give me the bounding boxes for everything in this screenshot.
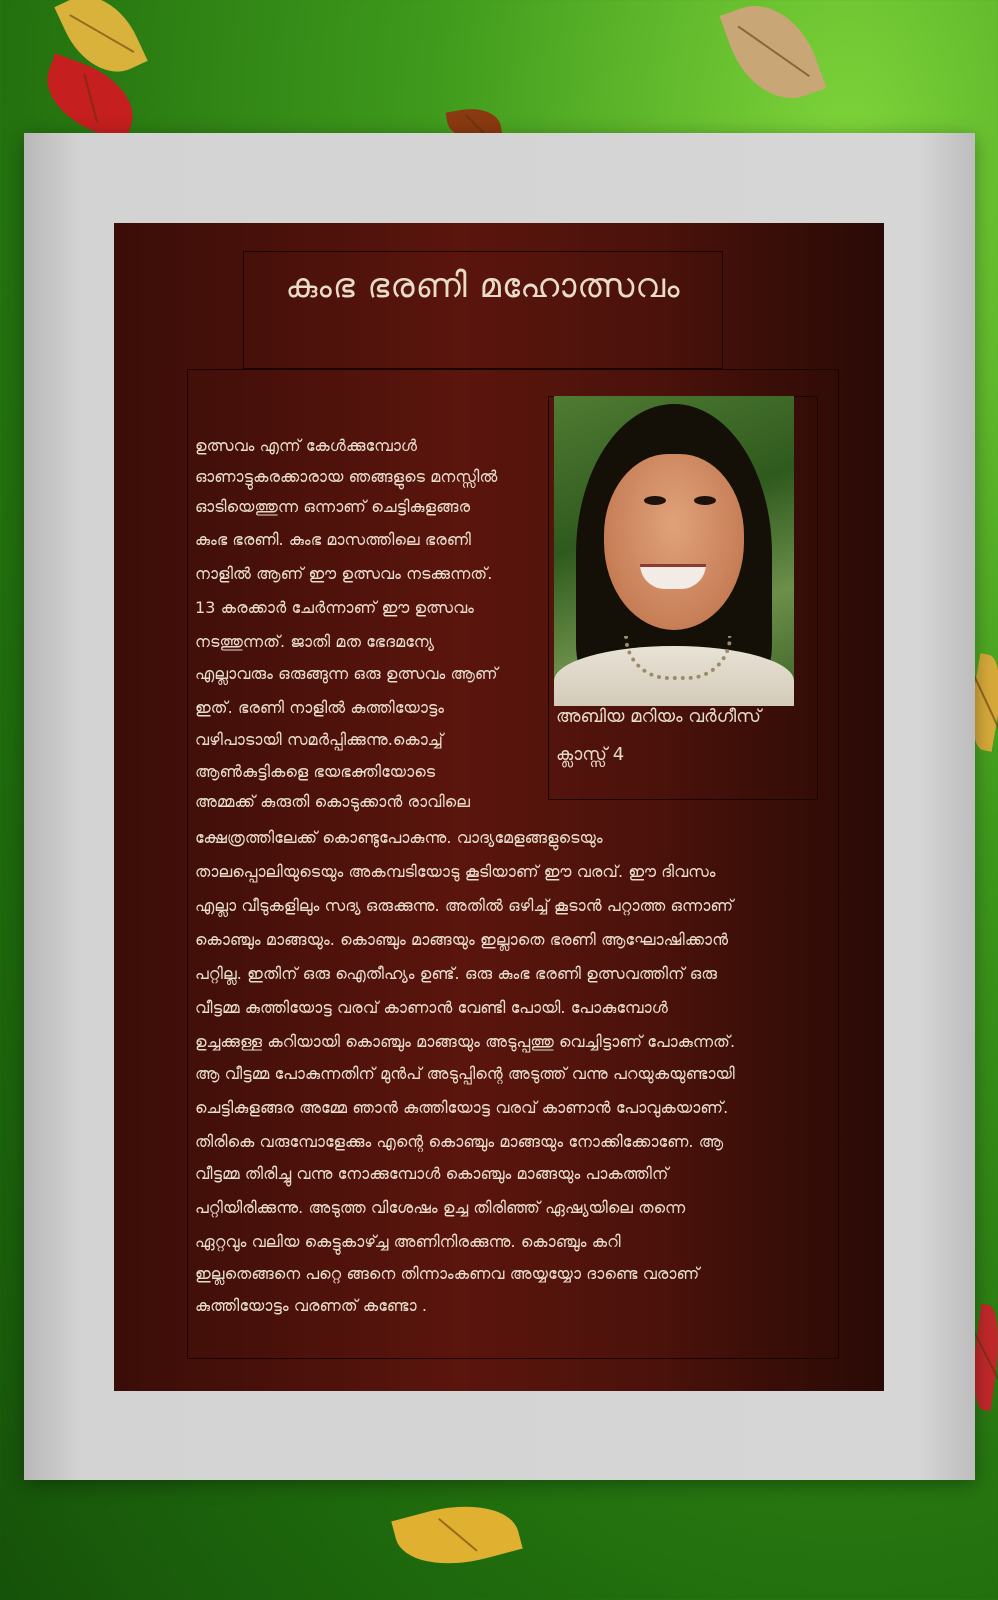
article-line: പറ്റിയിരിക്കുന്നു. അടുത്ത വിശേഷം ഉച്ച തിരിഞ്ഞ് ഏഷ്യയിലെ തന്നെ bbox=[195, 1198, 686, 1217]
photo-caption-class: ക്ലാസ്സ് 4 bbox=[556, 744, 625, 765]
article-line: തിരികെ വരുമ്പോളേക്കും എന്റെ കൊഞ്ചും മാങ്ങയും നോക്കിക്കോണേ. ആ bbox=[195, 1132, 724, 1151]
student-photo bbox=[554, 396, 794, 706]
article-line: കുംഭ ഭരണി. കുംഭ മാസത്തിലെ ഭരണി bbox=[195, 530, 471, 549]
article-line: താലപ്പൊലിയുടെയും അകമ്പടിയോടു കൂടിയാണ് ഈ വരവ്. ഈ ദിവസം bbox=[195, 862, 716, 881]
article-line: ആ വീട്ടമ്മ പോകുന്നതിന് മുൻപ് അടുപ്പിന്റെ അടുത്ത് വന്നു പറയുകയുണ്ടായി bbox=[195, 1064, 735, 1083]
article-line: ഇത്. ഭരണി നാളിൽ കുത്തിയോട്ടം bbox=[195, 698, 445, 717]
face-shape bbox=[604, 454, 744, 630]
bottom-yellow-leaf-icon bbox=[391, 1490, 522, 1579]
dry-leaf-icon bbox=[720, 0, 827, 114]
left-eye-shape bbox=[644, 496, 666, 505]
article-line: ഏറ്റവും വലിയ കെട്ടുകാഴ്ച്ച അണിനിരക്കുന്നു. കൊഞ്ചും കറി bbox=[195, 1232, 621, 1251]
article-line: കൊഞ്ചും മാങ്ങയും. കൊഞ്ചും മാങ്ങയും ഇല്ലാതെ ഭരണി ആഘോഷിക്കാൻ bbox=[195, 930, 729, 949]
article-line: വീട്ടമ്മ തിരിച്ചു വന്നു നോക്കുമ്പോൾ കൊഞ്ചും മാങ്ങയും പാകത്തിന് bbox=[195, 1164, 669, 1183]
article-line: കുത്തിയോട്ടം വരണത് കണ്ടോ . bbox=[195, 1296, 428, 1315]
page-title: കുംഭ ഭരണി മഹോത്സവം bbox=[285, 266, 681, 306]
article-line: വീട്ടമ്മ കുത്തിയോട്ട വരവ് കാണാൻ വേണ്ടി പോയി. പോകുമ്പോൾ bbox=[195, 998, 668, 1017]
article-line: ക്ഷേത്രത്തിലേക്ക് കൊണ്ടുപോകുന്നു. വാദ്യമേളങ്ങളുടെയും bbox=[195, 828, 603, 847]
article-line: അമ്മക്ക് കുരുതി കൊടുക്കാൻ രാവിലെ bbox=[195, 792, 470, 811]
article-line: ഉച്ചക്കുള്ള കറിയായി കൊഞ്ചും മാങ്ങയും അടുപ്പത്തു വെച്ചിട്ടാണ് പോകുന്നത്. bbox=[195, 1032, 736, 1051]
article-line: എല്ലാവരും ഒരുങ്ങുന്ന ഒരു ഉത്സവം ആണ് bbox=[195, 664, 498, 683]
article-line: ഇല്ലതെങ്ങനെ പറ്റെ ങ്ങനെ തിന്നാംകണവ അയ്യയ്യോ ദാണ്ടെ വരാണ് bbox=[195, 1264, 700, 1283]
article-line: ഓണാട്ടുകരക്കാരായ ഞങ്ങളുടെ മനസ്സിൽ bbox=[195, 467, 498, 486]
article-line: നാളിൽ ആണ് ഈ ഉത്സവം നടക്കുന്നത്. bbox=[195, 564, 493, 583]
article-line: വഴിപാടായി സമർപ്പിക്കുന്നു.കൊച്ച് bbox=[195, 730, 444, 749]
article-line: ഓടിയെത്തുന്ന ഒന്നാണ് ചെട്ടികുളങ്ങര bbox=[195, 497, 471, 516]
article-line: ഉത്സവം എന്ന് കേൾക്കുമ്പോൾ bbox=[195, 436, 418, 455]
article-line: എല്ലാ വീടുകളിലും സദ്യ ഒരുക്കുന്നു. അതിൽ ഒഴിച്ച് കൂടാൻ പറ്റാത്ത ഒന്നാണ് bbox=[195, 896, 734, 915]
right-eye-shape bbox=[694, 496, 716, 505]
article-line: ചെട്ടികുളങ്ങര അമ്മേ ഞാൻ കുത്തിയോട്ട വരവ് കാണാൻ പോവുകയാണ്. bbox=[195, 1098, 729, 1117]
article-line: ആൺകുട്ടികളെ ഭയഭക്തിയോടെ bbox=[195, 762, 436, 781]
article-line: നടത്തുന്നത്. ജാതി മത ഭേദമന്യേ bbox=[195, 632, 435, 651]
photo-caption-name: അബിയ മറിയം വർഗീസ് bbox=[556, 706, 761, 727]
article-line: പറ്റില്ല. ഇതിന് ഒരു ഐതീഹ്യം ഉണ്ട്. ഒരു കുംഭ ഭരണി ഉത്സവത്തിന് ഒരു bbox=[195, 964, 718, 983]
article-line: 13 കരക്കാർ ചേർന്നാണ് ഈ ഉത്സവം bbox=[195, 598, 474, 617]
title-frame bbox=[243, 251, 723, 369]
